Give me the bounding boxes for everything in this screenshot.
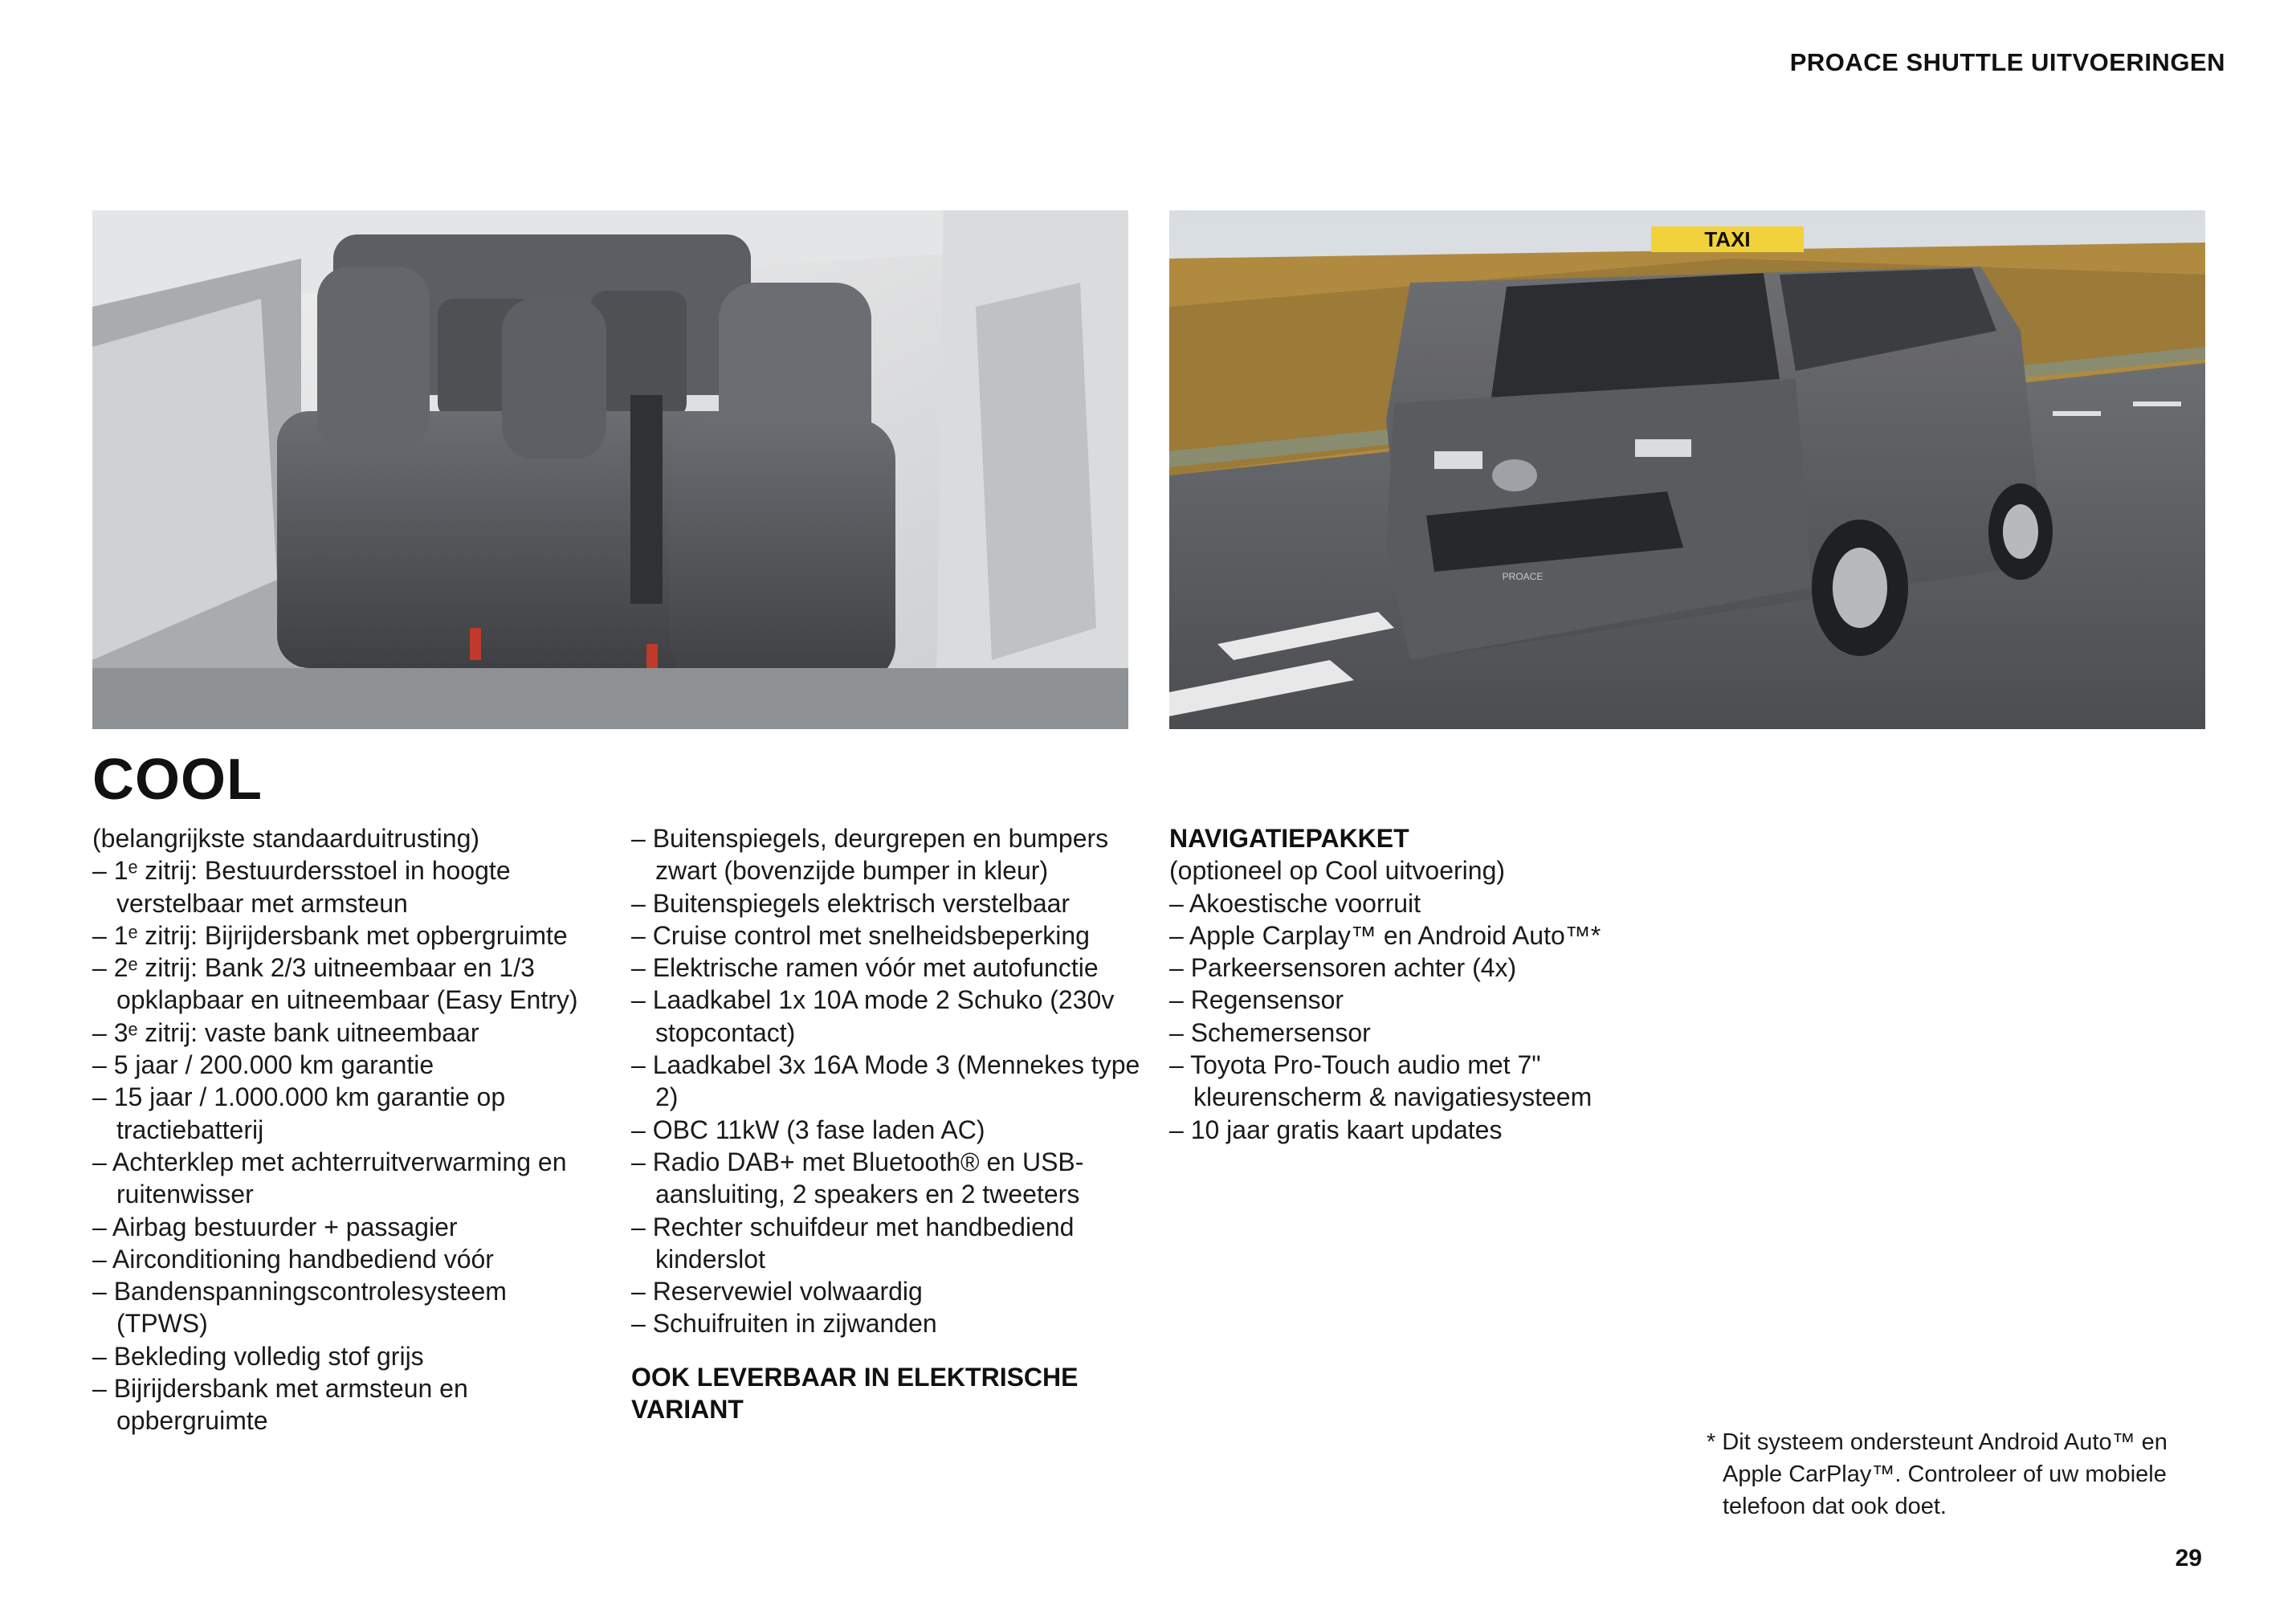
trim-heading: COOL xyxy=(92,748,263,812)
navigation-pack-title: NAVIGATIEPAKKET xyxy=(1169,824,1409,853)
navigation-pack-list xyxy=(1169,887,1683,1146)
list-item: – Bijrijdersbank met armsteun en opbergruimte xyxy=(92,1372,590,1437)
list-item: – Airconditioning handbediend vóór xyxy=(92,1243,590,1275)
interior-seats-photo xyxy=(92,210,1128,729)
list-item: – Laadkabel 1x 10A mode 2 Schuko (230v stopcontact) xyxy=(631,984,1145,1049)
taxi-van-photo xyxy=(1169,210,2205,729)
page-number: 29 xyxy=(2175,1545,2202,1571)
list-item: – Achterklep met achterruitverwarming en ruitenwisser xyxy=(92,1146,590,1211)
list-item: – 2ᵉ zitrij: Bank 2/3 uitneembaar en 1/3 opklapbaar en uitneembaar (Easy Entry) xyxy=(92,952,590,1017)
list-item: – Cruise control met snelheidsbeperking xyxy=(631,919,1145,952)
list-item: – Regensensor xyxy=(1169,984,1683,1016)
list-item: – Laadkabel 3x 16A Mode 3 (Mennekes type 2) xyxy=(631,1049,1145,1114)
list-item: – 3ᵉ zitrij: vaste bank uitneembaar xyxy=(92,1017,590,1049)
features-column-2 xyxy=(631,822,1145,1425)
list-item: – Elektrische ramen vóór met autofunctie xyxy=(631,952,1145,984)
navigation-pack-subtitle: (optioneel op Cool uitvoering) xyxy=(1169,856,1506,886)
list-item: – Buitenspiegels elektrisch verstelbaar xyxy=(631,887,1145,919)
taxi-roof-sign: TAXI xyxy=(1704,227,1751,251)
list-item: – 1ᵉ zitrij: Bestuurdersstoel in hoogte verstelbaar met armsteun xyxy=(92,854,590,919)
list-item: – Akoestische voorruit xyxy=(1169,887,1683,919)
list-item: – Reservewiel volwaardig xyxy=(631,1275,1145,1307)
list-item: – OBC 11kW (3 fase laden AC) xyxy=(631,1114,1145,1146)
feature-list-1 xyxy=(92,854,590,1437)
grille-badge: PROACE xyxy=(1502,571,1544,582)
list-item: – 15 jaar / 1.000.000 km garantie op tractiebatterij xyxy=(92,1081,590,1146)
list-item: – Radio DAB+ met Bluetooth® en USB-aansluiting, 2 speakers en 2 tweeters xyxy=(631,1146,1145,1211)
list-item: – Airbag bestuurder + passagier xyxy=(92,1211,590,1243)
footnote: * Dit systeem ondersteunt Android Auto™ en Apple CarPlay™. Controleer of uw mobiele telefoon dat ook doet. xyxy=(1707,1429,2168,1519)
list-item: – Apple Carplay™ en Android Auto™* xyxy=(1169,919,1683,952)
list-item: – Bandenspanningscontrolesysteem (TPWS) xyxy=(92,1275,590,1340)
list-item: – Schemersensor xyxy=(1169,1017,1683,1049)
section-title: PROACE SHUTTLE UITVOERINGEN xyxy=(1789,48,2225,76)
list-item: – Buitenspiegels, deurgrepen en bumpers zwart (bovenzijde bumper in kleur) xyxy=(631,822,1145,887)
feature-list-2 xyxy=(631,822,1145,1340)
navigation-pack xyxy=(1169,822,1683,1146)
electric-variant-note: OOK LEVERBAAR IN ELEKTRISCHE VARIANT xyxy=(631,1362,1079,1425)
list-item: – Parkeersensoren achter (4x) xyxy=(1169,952,1683,984)
list-item: – Bekleding volledig stof grijs xyxy=(92,1340,590,1372)
list-item: – Schuifruiten in zijwanden xyxy=(631,1307,1145,1339)
list-item: – 1ᵉ zitrij: Bijrijdersbank met opbergruimte xyxy=(92,919,590,952)
trim-intro: (belangrijkste standaarduitrusting) xyxy=(92,824,480,853)
list-item: – Toyota Pro-Touch audio met 7" kleurenscherm & navigatiesysteem xyxy=(1169,1049,1683,1114)
list-item: – Rechter schuifdeur met handbediend kinderslot xyxy=(631,1211,1145,1276)
list-item: – 10 jaar gratis kaart updates xyxy=(1169,1114,1683,1146)
list-item: – 5 jaar / 200.000 km garantie xyxy=(92,1049,590,1081)
features-column-1 xyxy=(92,822,590,1437)
